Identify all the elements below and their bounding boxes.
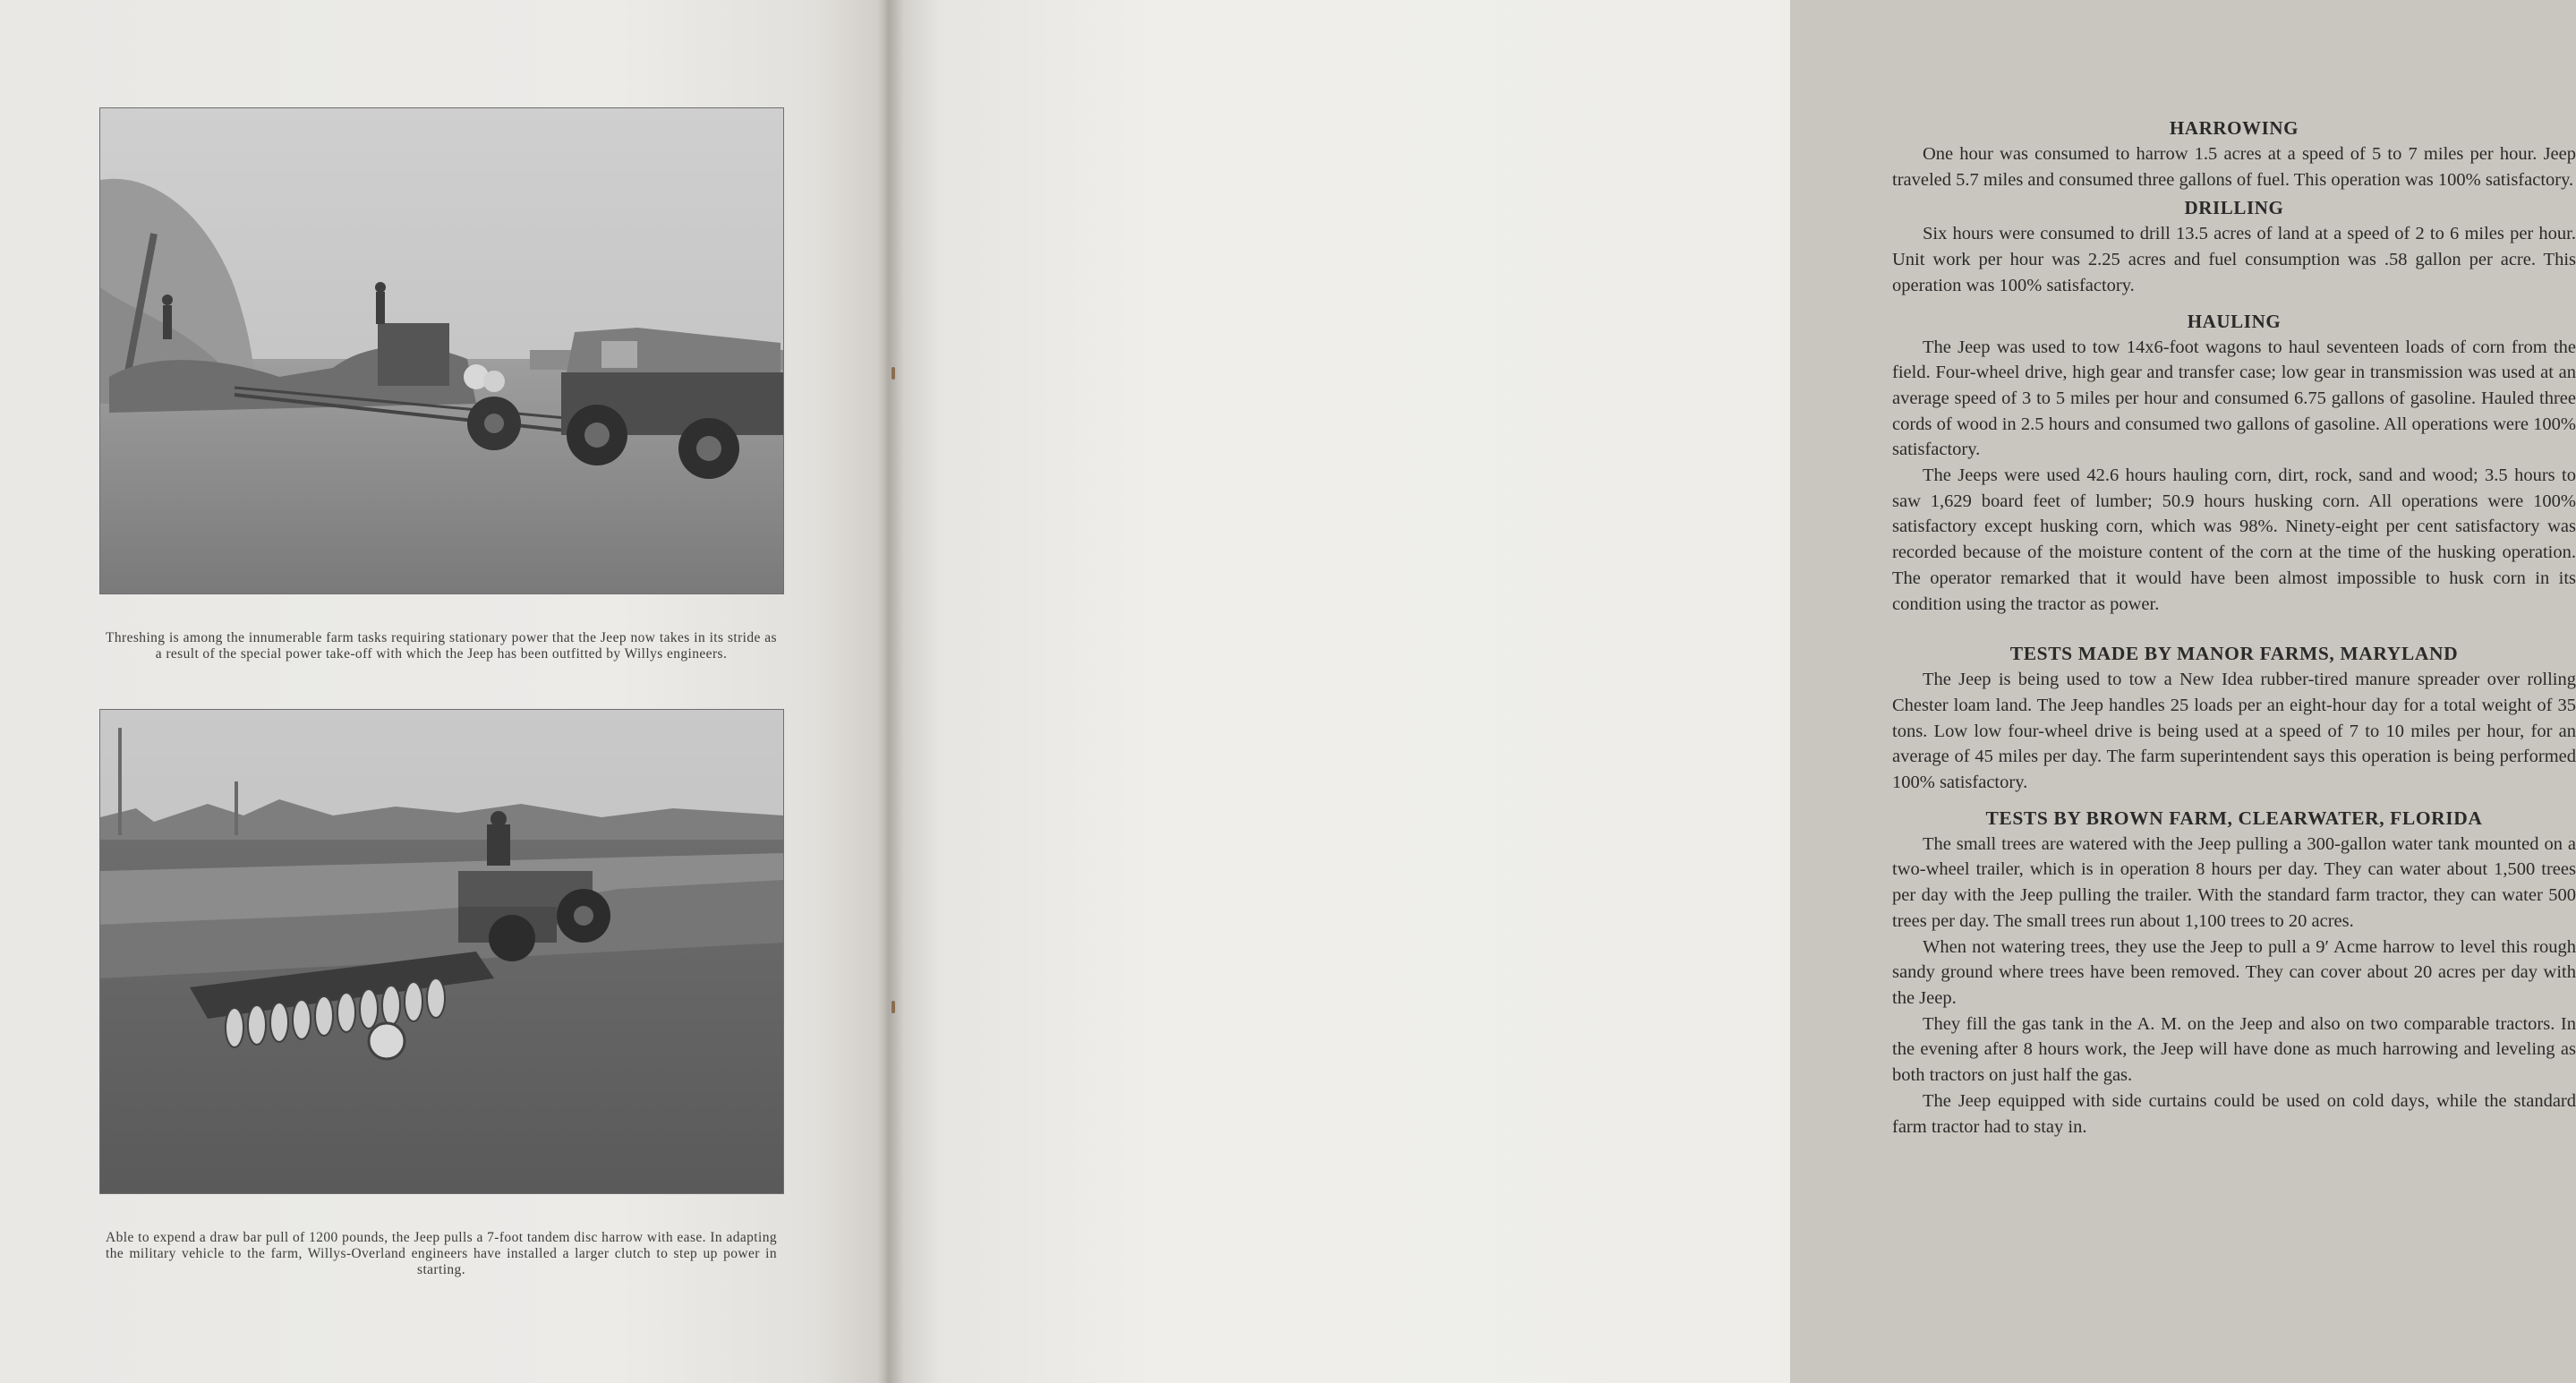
drilling-paragraph: Six hours were consumed to drill 13.5 acres of land at a speed of 2 to 6 miles per hour. Unit work per hour was 2.25 acres and fuel consumption was .58 gallon per acre. This operation was 100% satisfactory. (1892, 224, 2576, 295)
threshing-photo (99, 107, 784, 594)
article-text (1892, 115, 2576, 1140)
brown-farm-paragraph-2: When not watering trees, they use the Jeep to pull a 9′ Acme harrow to level this rough sandy ground where trees have been removed. They can cover about 20 acres per day with the Jeep. (1892, 936, 2576, 1008)
harrowing-heading: HARROWING (2169, 117, 2299, 139)
threshing-caption: Threshing is among the innumerable farm tasks requiring stationary power that the Jeep now takes in its stride as a result of the special power take-off with which the Jeep has been outfitted by Willys engineers. (106, 629, 777, 662)
drilling-heading: DRILLING (2184, 197, 2284, 219)
harrowing-paragraph: One hour was consumed to harrow 1.5 acres at a speed of 5 to 7 miles per hour. Jeep traveled 5.7 miles and consumed three gallons of fuel. This operation was 100% satisfactory. (1892, 144, 2576, 190)
hauling-paragraph-1: The Jeep was used to tow 14x6-foot wagons to haul seventeen loads of corn from the field. Four-wheel drive, high gear and transfer case; low gear in transmission was used at an average speed of 3 to 5 miles per hour and consumed 6.75 gallons of gasoline. Hauled three cords of wood in 2.5 hours and consumed two gallons of gasoline. All operations were 100% satisfactory. (1892, 337, 2576, 460)
manor-farms-heading: TESTS MADE BY MANOR FARMS, MARYLAND (2009, 643, 2459, 665)
binding-gutter (877, 0, 904, 1383)
left-page (0, 0, 886, 1383)
brown-farm-paragraph-3: They fill the gas tank in the A. M. on the Jeep and also on two comparable tractors. In the evening after 8 hours work, the Jeep will have done as much harrowing and leveling as both tractors on just half the gas. (1892, 1013, 2576, 1086)
threshing-photo-illustration (100, 108, 783, 593)
staple-bottom (891, 1001, 895, 1013)
brown-farm-paragraph-1: The small trees are watered with the Jeep pulling a 300-gallon water tank mounted on a two-wheel trailer, which is in operation 8 hours per day. They can water about 1,500 trees per day with the Jeep pulling the trailer. With the standard farm tractor, they can water 500 trees per day. The small trees run about 1,100 trees to 20 acres. (1892, 833, 2576, 931)
disc-harrow-photo-illustration (100, 710, 783, 1193)
manor-farms-paragraph: The Jeep is being used to tow a New Idea rubber-tired manure spreader over rolling Chester loam land. The Jeep handles 25 loads per an eight-hour day for a total weight of 35 tons. Low low four-wheel drive is being used at a speed of 7 to 10 miles per hour, for an average of 45 miles per day. The farm superintendent says this operation is being performed 100% satisfactory. (1892, 670, 2576, 793)
brown-farm-paragraph-4: The Jeep equipped with side curtains could be used on cold days, while the standard farm tractor had to stay in. (1892, 1090, 2576, 1137)
brown-farm-heading: TESTS BY BROWN FARM, CLEARWATER, FLORIDA (1985, 807, 2483, 829)
staple-top (891, 367, 895, 380)
hauling-heading: HAULING (2187, 310, 2282, 332)
disc-harrow-caption: Able to expend a draw bar pull of 1200 pounds, the Jeep pulls a 7-foot tandem disc harrow with ease. In adapting the military vehicle to the farm, Willys-Overland engineers have installed a larger clutch to step up power in starting. (106, 1229, 777, 1277)
hauling-paragraph-2: The Jeeps were used 42.6 hours hauling corn, dirt, rock, sand and wood; 3.5 hours to saw 1,629 board feet of lumber; 50.9 hours husking corn. All operations were 100% satisfactory except husking corn, which was 98%. Ninety-eight per cent satisfactory was recorded because of the moisture content of the corn at the time of the husking operation. The operator remarked that it would have been almost impossible to husk corn in its condition using the tractor as power. (1892, 465, 2576, 614)
disc-harrow-photo (99, 709, 784, 1194)
right-page (886, 0, 2576, 1383)
